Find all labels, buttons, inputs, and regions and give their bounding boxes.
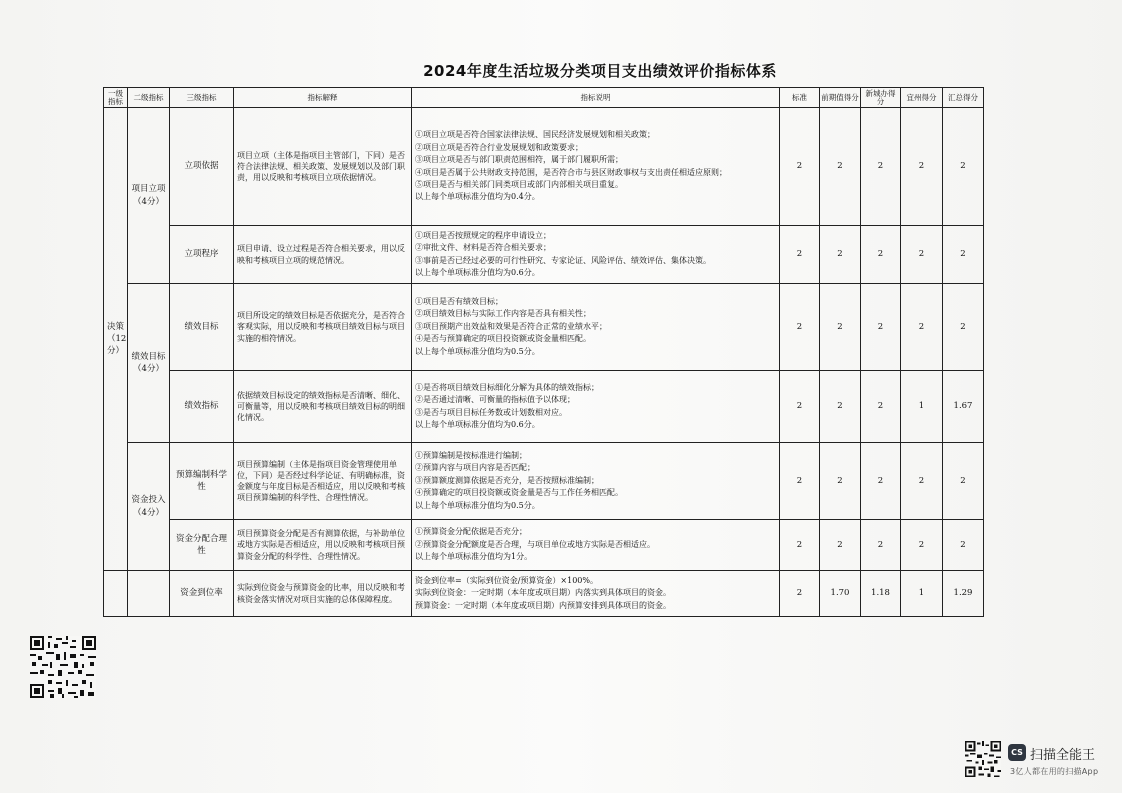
explanation-cell: 项目所设定的绩效目标是否依据充分，是否符合客观实际，用以反映和考核项目绩效目标与项目实施的相符情况。 bbox=[234, 284, 412, 371]
level1-cell: 决策（12分） bbox=[104, 108, 128, 571]
description-cell bbox=[412, 284, 780, 371]
header-level1: 一级指标 bbox=[104, 88, 128, 108]
office-score: 2 bbox=[861, 108, 901, 226]
total-score: 1.29 bbox=[943, 571, 984, 617]
office-score: 2 bbox=[861, 443, 901, 520]
level3-cell: 资金分配合理性 bbox=[170, 520, 234, 571]
description-line: 以上每个单项标准分值均为1分。 bbox=[415, 552, 533, 562]
description-cell bbox=[412, 571, 780, 617]
standard-score: 2 bbox=[780, 371, 820, 443]
description-line: 资金到位率=（实际到位资金/预算资金）×100%。 bbox=[415, 575, 598, 585]
office-score: 1.18 bbox=[861, 571, 901, 617]
header-level2: 二级指标 bbox=[128, 88, 170, 108]
description-line: ①预算编制是按标准进行编制； bbox=[415, 451, 527, 461]
office-score: 2 bbox=[861, 371, 901, 443]
table-row bbox=[104, 371, 984, 443]
description-line: ③项目预期产出效益和效果是否符合正常的业绩水平； bbox=[415, 321, 607, 331]
description-line: ①项目立项是否符合国家法律法规、国民经济发展规划和相关政策； bbox=[415, 130, 655, 140]
brand-logo: CS bbox=[1008, 744, 1026, 761]
description-cell bbox=[412, 443, 780, 520]
description-line: ①是否将项目绩效目标细化分解为具体的绩效指标； bbox=[415, 382, 599, 392]
level3-cell: 绩效指标 bbox=[170, 371, 234, 443]
third-party-score: 1 bbox=[901, 371, 943, 443]
explanation-cell: 实际到位资金与预算资金的比率，用以反映和考核资金落实情况对项目实施的总体保障程度。 bbox=[234, 571, 412, 617]
brand-tagline: 3亿人都在用的扫描App bbox=[1010, 767, 1099, 776]
pre-score: 2 bbox=[820, 443, 861, 520]
explanation-cell: 依据绩效目标设定的绩效指标是否清晰、细化、可衡量等，用以反映和考核项目绩效目标的明细化情况。 bbox=[234, 371, 412, 443]
description-line: ③是否与项目目标任务数或计划数相对应。 bbox=[415, 407, 567, 417]
description-line: ②预算内容与项目内容是否匹配； bbox=[415, 463, 535, 473]
level3-cell: 立项依据 bbox=[170, 108, 234, 226]
table-row bbox=[104, 571, 984, 617]
level1-cell bbox=[104, 571, 128, 617]
scanner-brand bbox=[1008, 743, 1118, 779]
explanation-cell: 项目申请、设立过程是否符合相关要求，用以反映和考核项目立项的规范情况。 bbox=[234, 226, 412, 284]
third-party-score: 2 bbox=[901, 108, 943, 226]
description-line: ⑤项目是否与相关部门同类项目或部门内部相关项目重复。 bbox=[415, 179, 623, 189]
indicator-table bbox=[103, 87, 984, 617]
qr-code-icon bbox=[30, 636, 96, 698]
description-line: ④预算确定的项目投资额或资金量是否与工作任务相匹配。 bbox=[415, 488, 623, 498]
description-cell bbox=[412, 226, 780, 284]
level3-cell: 立项程序 bbox=[170, 226, 234, 284]
description-cell bbox=[412, 520, 780, 571]
level3-cell: 资金到位率 bbox=[170, 571, 234, 617]
description-line: 预算资金：一定时期（本年度或项目期）内预算安排到具体项目的资金。 bbox=[415, 600, 671, 610]
table-row bbox=[104, 284, 984, 371]
explanation-cell: 项目预算资金分配是否有测算依据，与补助单位或地方实际是否相适应，用以反映和考核项目预算资金分配的科学性、合理性情况。 bbox=[234, 520, 412, 571]
description-line: ④项目是否属于公共财政支持范围，是否符合市与县区财政事权与支出责任相适应原则； bbox=[415, 167, 727, 177]
header-level3: 三级指标 bbox=[170, 88, 234, 108]
description-line: ③项目立项是否与部门职责范围相符，属于部门履职所需； bbox=[415, 155, 623, 165]
pre-score: 1.70 bbox=[820, 571, 861, 617]
office-score: 2 bbox=[861, 520, 901, 571]
description-line: 以上每个单项标准分值均为0.5分。 bbox=[415, 500, 540, 510]
office-score: 2 bbox=[861, 284, 901, 371]
level2-cell: 绩效目标（4分） bbox=[128, 284, 170, 443]
total-score: 2 bbox=[943, 443, 984, 520]
third-party-score: 2 bbox=[901, 226, 943, 284]
table-header-row bbox=[104, 88, 984, 108]
table-row bbox=[104, 443, 984, 520]
document-title: 2024年度生活垃圾分类项目支出绩效评价指标体系 bbox=[423, 62, 777, 80]
description-line: ②审批文件、材料是否符合相关要求； bbox=[415, 243, 551, 253]
description-line: ①预算资金分配依据是否充分； bbox=[415, 527, 527, 537]
explanation-cell: 项目预算编制（主体是指项目资金管理使用单位，下同）是否经过科学论证、有明确标准，资金额度与年度目标是否相适应，用以反映和考核项目预算编制的科学性、合理性情况。 bbox=[234, 443, 412, 520]
description-line: ③事前是否已经过必要的可行性研究、专家论证、风险评估、绩效评估、集体决策。 bbox=[415, 255, 711, 265]
level2-cell bbox=[128, 571, 170, 617]
description-line: ②预算资金分配额度是否合理，与项目单位或地方实际是否相适应。 bbox=[415, 539, 655, 549]
header-third-party-score: 宜州得分 bbox=[901, 88, 943, 108]
description-line: ②项目立项是否符合行业发展规划和政策要求； bbox=[415, 142, 583, 152]
total-score: 2 bbox=[943, 284, 984, 371]
header-pre-score: 前期值得分 bbox=[820, 88, 861, 108]
description-cell bbox=[412, 371, 780, 443]
level2-cell: 资金投入（4分） bbox=[128, 443, 170, 571]
level3-cell: 预算编制科学性 bbox=[170, 443, 234, 520]
table-row bbox=[104, 226, 984, 284]
description-line: ①项目是否有绩效目标； bbox=[415, 297, 503, 307]
standard-score: 2 bbox=[780, 571, 820, 617]
brand-name: 扫描全能王 bbox=[1030, 748, 1096, 763]
level2-cell: 项目立项（4分） bbox=[128, 108, 170, 284]
description-line: ③预算额度测算依据是否充分，是否按照标准编制； bbox=[415, 475, 599, 485]
description-line: 以上每个单项标准分值均为0.6分。 bbox=[415, 419, 540, 429]
third-party-score: 2 bbox=[901, 443, 943, 520]
description-line: 实际到位资金：一定时期（本年度或项目期）内落实到具体项目的资金。 bbox=[415, 588, 671, 598]
office-score: 2 bbox=[861, 226, 901, 284]
pre-score: 2 bbox=[820, 520, 861, 571]
standard-score: 2 bbox=[780, 443, 820, 520]
total-score: 2 bbox=[943, 108, 984, 226]
brand-qr-code-icon bbox=[965, 741, 1001, 777]
description-line: 以上每个单项标准分值均为0.5分。 bbox=[415, 346, 540, 356]
third-party-score: 2 bbox=[901, 284, 943, 371]
level3-cell: 绩效目标 bbox=[170, 284, 234, 371]
explanation-cell: 项目立项（主体是指项目主管部门，下同）是否符合法律法规、相关政策、发展规划以及部门职责，用以反映和考核项目立项依据情况。 bbox=[234, 108, 412, 226]
header-description: 指标说明 bbox=[412, 88, 780, 108]
header-explanation: 指标解释 bbox=[234, 88, 412, 108]
description-line: ④是否与预算确定的项目投资额或资金量相匹配。 bbox=[415, 334, 591, 344]
pre-score: 2 bbox=[820, 284, 861, 371]
description-cell bbox=[412, 108, 780, 226]
third-party-score: 1 bbox=[901, 571, 943, 617]
total-score: 2 bbox=[943, 226, 984, 284]
description-line: 以上每个单项标准分值均为0.4分。 bbox=[415, 192, 540, 202]
standard-score: 2 bbox=[780, 284, 820, 371]
description-line: ①项目是否按照规定的程序申请设立； bbox=[415, 230, 551, 240]
table-row bbox=[104, 108, 984, 226]
description-line: 以上每个单项标准分值均为0.6分。 bbox=[415, 267, 540, 277]
pre-score: 2 bbox=[820, 108, 861, 226]
description-line: ②是否通过清晰、可衡量的指标值予以体现； bbox=[415, 395, 575, 405]
header-office-score: 新城办得分 bbox=[861, 88, 901, 108]
total-score: 1.67 bbox=[943, 371, 984, 443]
description-line: ②项目绩效目标与实际工作内容是否具有相关性； bbox=[415, 309, 591, 319]
standard-score: 2 bbox=[780, 520, 820, 571]
pre-score: 2 bbox=[820, 371, 861, 443]
standard-score: 2 bbox=[780, 108, 820, 226]
header-standard: 标准 bbox=[780, 88, 820, 108]
header-total-score: 汇总得分 bbox=[943, 88, 984, 108]
third-party-score: 2 bbox=[901, 520, 943, 571]
pre-score: 2 bbox=[820, 226, 861, 284]
standard-score: 2 bbox=[780, 226, 820, 284]
total-score: 2 bbox=[943, 520, 984, 571]
table-row bbox=[104, 520, 984, 571]
